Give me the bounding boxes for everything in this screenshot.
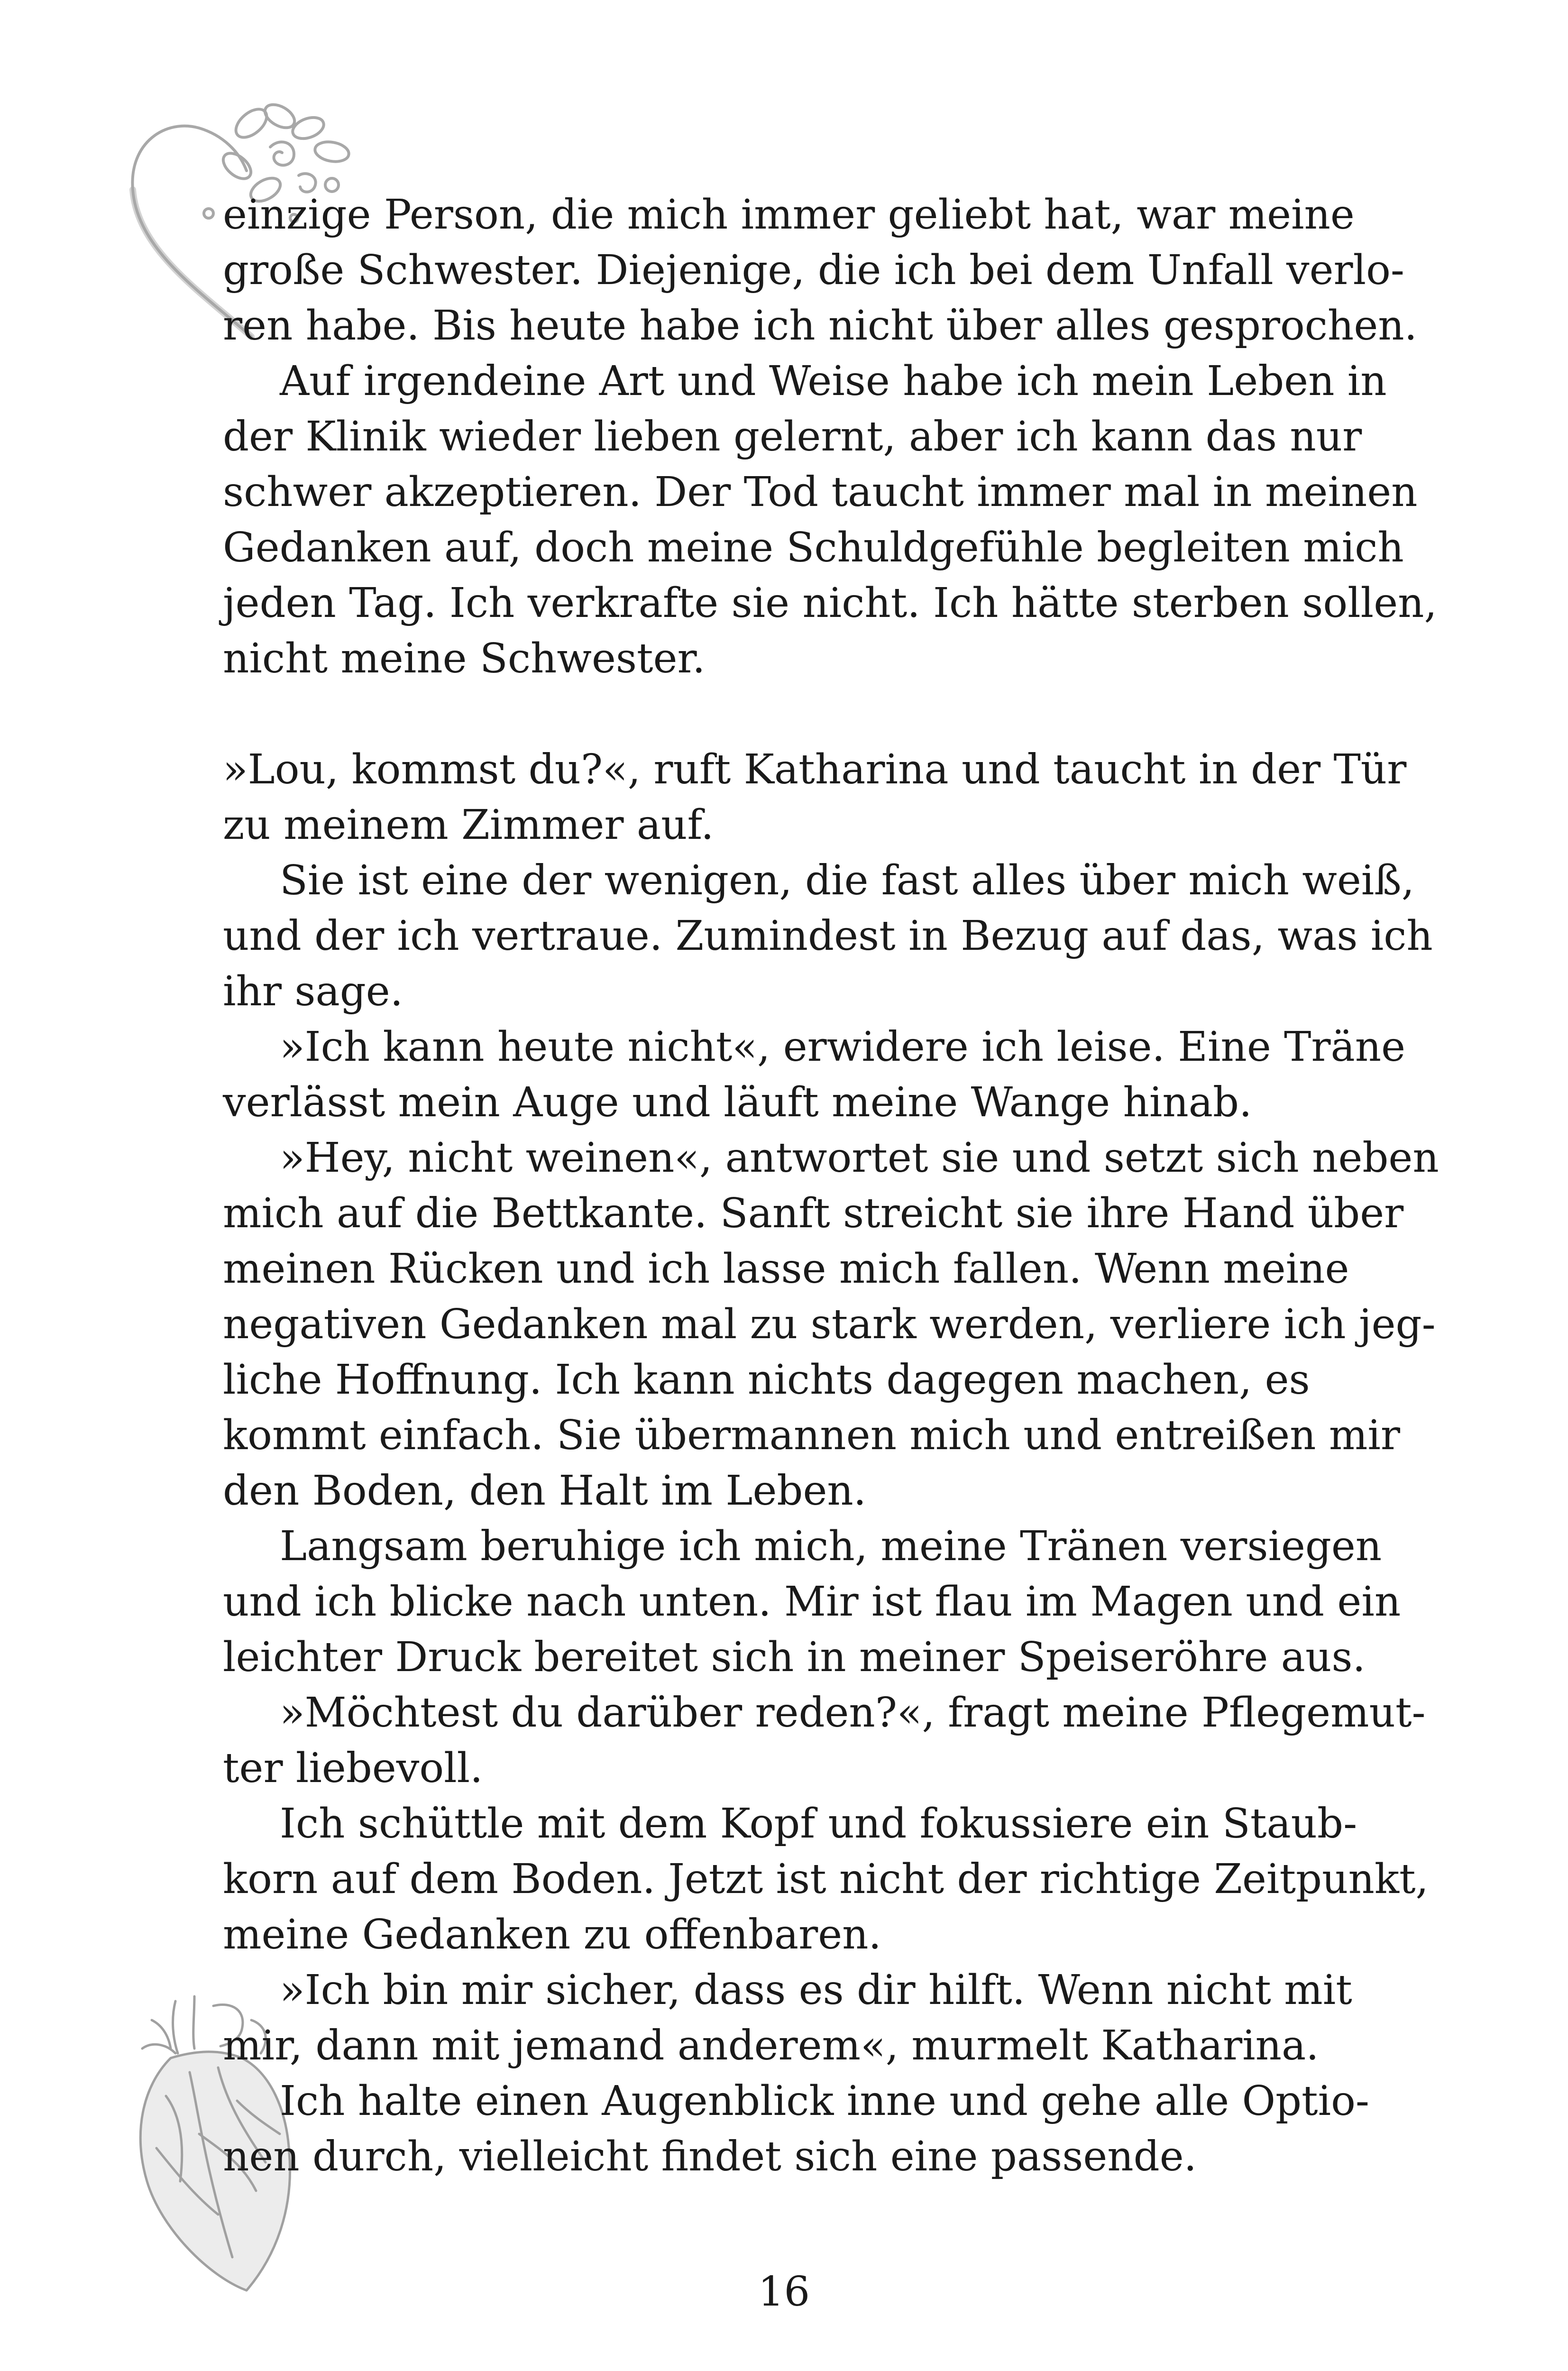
paragraph	[223, 1796, 1429, 1963]
page-number: 16	[758, 2268, 810, 2316]
paragraph	[223, 1519, 1401, 1685]
text-line: verlässt mein Auge und läuft meine Wange hinab.	[223, 1079, 1252, 1126]
text-line: Sie ist eine der wenigen, die fast alles über mich weiß,	[280, 857, 1415, 904]
text-line: nicht meine Schwester.	[223, 635, 706, 682]
paragraph	[223, 1963, 1352, 2074]
text-line: Ich schüttle mit dem Kopf und fokussiere ein Staub-	[280, 1800, 1357, 1847]
text-line: ren habe. Bis heute habe ich nicht über alles gesprochen.	[223, 302, 1417, 349]
text-line: »Hey, nicht weinen«, antwortet sie und setzt sich neben	[280, 1134, 1439, 1182]
text-line: nen durch, vielleicht findet sich eine passende.	[223, 2133, 1197, 2180]
text-line: Ich halte einen Augenblick inne und gehe alle Optio-	[280, 2077, 1369, 2125]
text-line: einzige Person, die mich immer geliebt hat, war meine	[223, 191, 1355, 239]
text-line: »Ich kann heute nicht«, erwidere ich leise. Eine Träne	[280, 1023, 1406, 1071]
text-line: Auf irgendeine Art und Weise habe ich mein Leben in	[280, 358, 1387, 405]
text-line: mir, dann mit jemand anderem«, murmelt Katharina.	[223, 2022, 1319, 2069]
text-line: den Boden, den Halt im Leben.	[223, 1467, 867, 1515]
text-line: und ich blicke nach unten. Mir ist flau im Magen und ein	[223, 1578, 1401, 1626]
paragraph	[223, 742, 1407, 853]
body-text	[223, 187, 1439, 2185]
text-line: jeden Tag. Ich verkrafte sie nicht. Ich hätte sterben sollen,	[223, 579, 1437, 627]
text-line: und der ich vertraue. Zumindest in Bezug auf das, was ich	[223, 912, 1433, 960]
text-line: »Möchtest du darüber reden?«, fragt meine Pflegemut-	[280, 1689, 1426, 1737]
paragraph	[223, 354, 1437, 687]
paragraph	[223, 1685, 1426, 1796]
paragraph	[223, 2074, 1369, 2185]
paragraph	[223, 853, 1433, 1020]
text-line: »Ich bin mir sicher, dass es dir hilft. Wenn nicht mit	[280, 1967, 1352, 2014]
paragraph	[223, 1130, 1439, 1519]
text-line: der Klinik wieder lieben gelernt, aber ich kann das nur	[223, 413, 1362, 460]
text-line: große Schwester. Diejenige, die ich bei dem Unfall verlo-	[223, 247, 1404, 294]
text-line: kommt einfach. Sie übermannen mich und entreißen mir	[223, 1412, 1400, 1459]
text-line: leichter Druck bereitet sich in meiner Speiseröhre aus.	[223, 1634, 1366, 1681]
text-line: korn auf dem Boden. Jetzt ist nicht der richtige Zeitpunkt,	[223, 1856, 1429, 1903]
text-line: Gedanken auf, doch meine Schuldgefühle begleiten mich	[223, 524, 1404, 571]
text-line: ihr sage.	[223, 968, 403, 1015]
text-line: »Lou, kommst du?«, ruft Katharina und taucht in der Tür	[223, 746, 1407, 793]
text-line: negativen Gedanken mal zu stark werden, verliere ich jeg-	[223, 1301, 1436, 1348]
text-line: schwer akzeptieren. Der Tod taucht immer mal in meinen	[223, 469, 1418, 516]
paragraph	[223, 187, 1417, 354]
text-line: meinen Rücken und ich lasse mich fallen. Wenn meine	[223, 1245, 1349, 1293]
text-line: ter liebevoll.	[223, 1745, 483, 1792]
text-line: meine Gedanken zu offenbaren.	[223, 1911, 881, 1958]
text-line: liche Hoffnung. Ich kann nichts dagegen machen, es	[223, 1356, 1310, 1404]
paragraph	[223, 1020, 1406, 1130]
text-line: Langsam beruhige ich mich, meine Tränen versiegen	[280, 1523, 1382, 1570]
text-line: zu meinem Zimmer auf.	[223, 801, 714, 849]
section-break	[223, 687, 1297, 742]
text-line: mich auf die Bettkante. Sanft streicht sie ihre Hand über	[223, 1190, 1404, 1237]
